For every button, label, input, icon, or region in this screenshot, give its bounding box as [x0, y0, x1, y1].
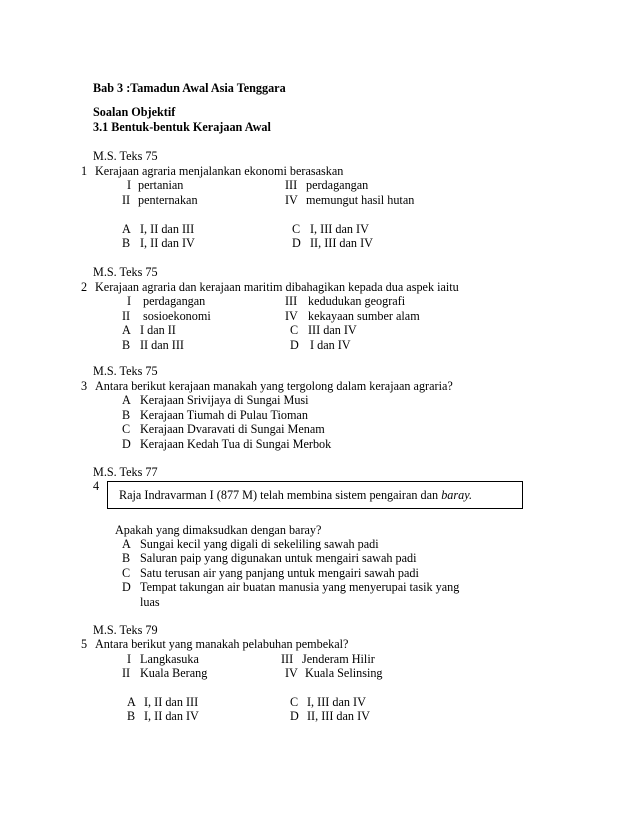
q5-item-num: III: [281, 652, 294, 666]
q2-item-num: IV: [285, 309, 298, 323]
q2-number: 2: [81, 280, 88, 294]
q5-option-letter: D: [290, 709, 299, 723]
subsection-title: 3.1 Bentuk-bentuk Kerajaan Awal: [93, 120, 271, 134]
q4-option-letter: C: [122, 566, 131, 580]
q1-item-text: penternakan: [138, 193, 198, 207]
q5-item-num: IV: [285, 666, 298, 680]
q1-option-letter: C: [292, 222, 301, 236]
q5-option-text: II, III dan IV: [307, 709, 370, 723]
q4-option-text: Satu terusan air yang panjang untuk mengairi sawah padi: [140, 566, 419, 580]
q2-reference: M.S. Teks 75: [93, 265, 158, 279]
q5-reference: M.S. Teks 79: [93, 623, 158, 637]
q3-option-letter: B: [122, 408, 131, 422]
q5-item-text: Kuala Berang: [140, 666, 208, 680]
q2-item-num: III: [285, 294, 298, 308]
q2-option-text: II dan III: [140, 338, 184, 352]
q5-item-num: II: [122, 666, 131, 680]
q3-option-letter: C: [122, 422, 131, 436]
q4-option-letter: B: [122, 551, 131, 565]
q3-option-letter: A: [122, 393, 131, 407]
q1-option-letter: D: [292, 236, 301, 250]
chapter-title: Bab 3 :Tamadun Awal Asia Tenggara: [93, 81, 286, 95]
q3-option-text: Kerajaan Kedah Tua di Sungai Merbok: [140, 437, 332, 451]
q2-item-num: I: [127, 294, 132, 308]
section-title: Soalan Objektif: [93, 105, 176, 119]
q4-option-text: Saluran paip yang digunakan untuk mengairi sawah padi: [140, 551, 417, 565]
q1-item-num: II: [122, 193, 131, 207]
q4-source-italic-term: baray.: [441, 488, 472, 502]
q4-option-text: Tempat takungan air buatan manusia yang menyerupai tasik yang: [140, 580, 460, 594]
q3-option-text: Kerajaan Tiumah di Pulau Tioman: [140, 408, 308, 422]
q1-item-text: memungut hasil hutan: [306, 193, 415, 207]
q2-option-letter: C: [290, 323, 299, 337]
q1-option-letter: A: [122, 222, 131, 236]
q2-option-letter: D: [290, 338, 299, 352]
q1-stem: Kerajaan agraria menjalankan ekonomi berasaskan: [95, 164, 344, 178]
q4-source-text: [119, 488, 472, 502]
q5-item-text: Jenderam Hilir: [302, 652, 375, 666]
q4-option-text: Sungai kecil yang digali di sekeliling sawah padi: [140, 537, 379, 551]
q1-reference: M.S. Teks 75: [93, 149, 158, 163]
q1-item-num: IV: [285, 193, 298, 207]
q4-source-box: [107, 481, 523, 509]
q2-item-text: kedudukan geografi: [308, 294, 406, 308]
q2-item-num: II: [122, 309, 131, 323]
q4-reference: M.S. Teks 77: [93, 465, 158, 479]
q1-option-letter: B: [122, 236, 131, 250]
q4-option-letter: D: [122, 580, 131, 594]
q3-option-letter: D: [122, 437, 131, 451]
q2-option-letter: A: [122, 323, 131, 337]
q5-item-text: Kuala Selinsing: [305, 666, 383, 680]
q5-stem: Antara berikut yang manakah pelabuhan pembekal?: [95, 637, 349, 651]
q1-option-text: II, III dan IV: [310, 236, 373, 250]
q1-option-text: I, III dan IV: [310, 222, 369, 236]
q2-stem: Kerajaan agraria dan kerajaan maritim dibahagikan kepada dua aspek iaitu: [95, 280, 459, 294]
q4-stem: Apakah yang dimaksudkan dengan baray?: [115, 523, 322, 537]
q5-number: 5: [81, 637, 88, 651]
q1-option-text: I, II dan IV: [140, 236, 195, 250]
q2-option-letter: B: [122, 338, 131, 352]
q5-option-letter: C: [290, 695, 299, 709]
q4-option-continuation: luas: [140, 595, 160, 609]
q1-item-text: perdagangan: [306, 178, 369, 192]
q2-option-text: III dan IV: [308, 323, 357, 337]
q1-item-num: III: [285, 178, 298, 192]
q5-item-num: I: [127, 652, 132, 666]
q4-number: 4: [93, 479, 100, 493]
q2-option-text: I dan IV: [310, 338, 351, 352]
q3-number: 3: [81, 379, 88, 393]
q5-item-text: Langkasuka: [140, 652, 199, 666]
q1-option-text: I, II dan III: [140, 222, 195, 236]
q1-number: 1: [81, 164, 88, 178]
q4-option-letter: A: [122, 537, 131, 551]
q3-reference: M.S. Teks 75: [93, 364, 158, 378]
q2-option-text: I dan II: [140, 323, 176, 337]
q5-option-letter: B: [127, 709, 136, 723]
q2-item-text: kekayaan sumber alam: [308, 309, 420, 323]
q5-option-letter: A: [127, 695, 136, 709]
q1-item-num: I: [127, 178, 132, 192]
q5-option-text: I, II dan III: [144, 695, 199, 709]
q3-stem: Antara berikut kerajaan manakah yang tergolong dalam kerajaan agraria?: [95, 379, 453, 393]
q2-item-text: perdagangan: [143, 294, 206, 308]
q1-item-text: pertanian: [138, 178, 184, 192]
q4-source-sentence: Raja Indravarman I (877 M) telah membina sistem pengairan dan: [119, 488, 439, 502]
q5-option-text: I, III dan IV: [307, 695, 366, 709]
q3-option-text: Kerajaan Srivijaya di Sungai Musi: [140, 393, 309, 407]
q5-option-text: I, II dan IV: [144, 709, 199, 723]
q2-item-text: sosioekonomi: [143, 309, 211, 323]
q3-option-text: Kerajaan Dvaravati di Sungai Menam: [140, 422, 325, 436]
